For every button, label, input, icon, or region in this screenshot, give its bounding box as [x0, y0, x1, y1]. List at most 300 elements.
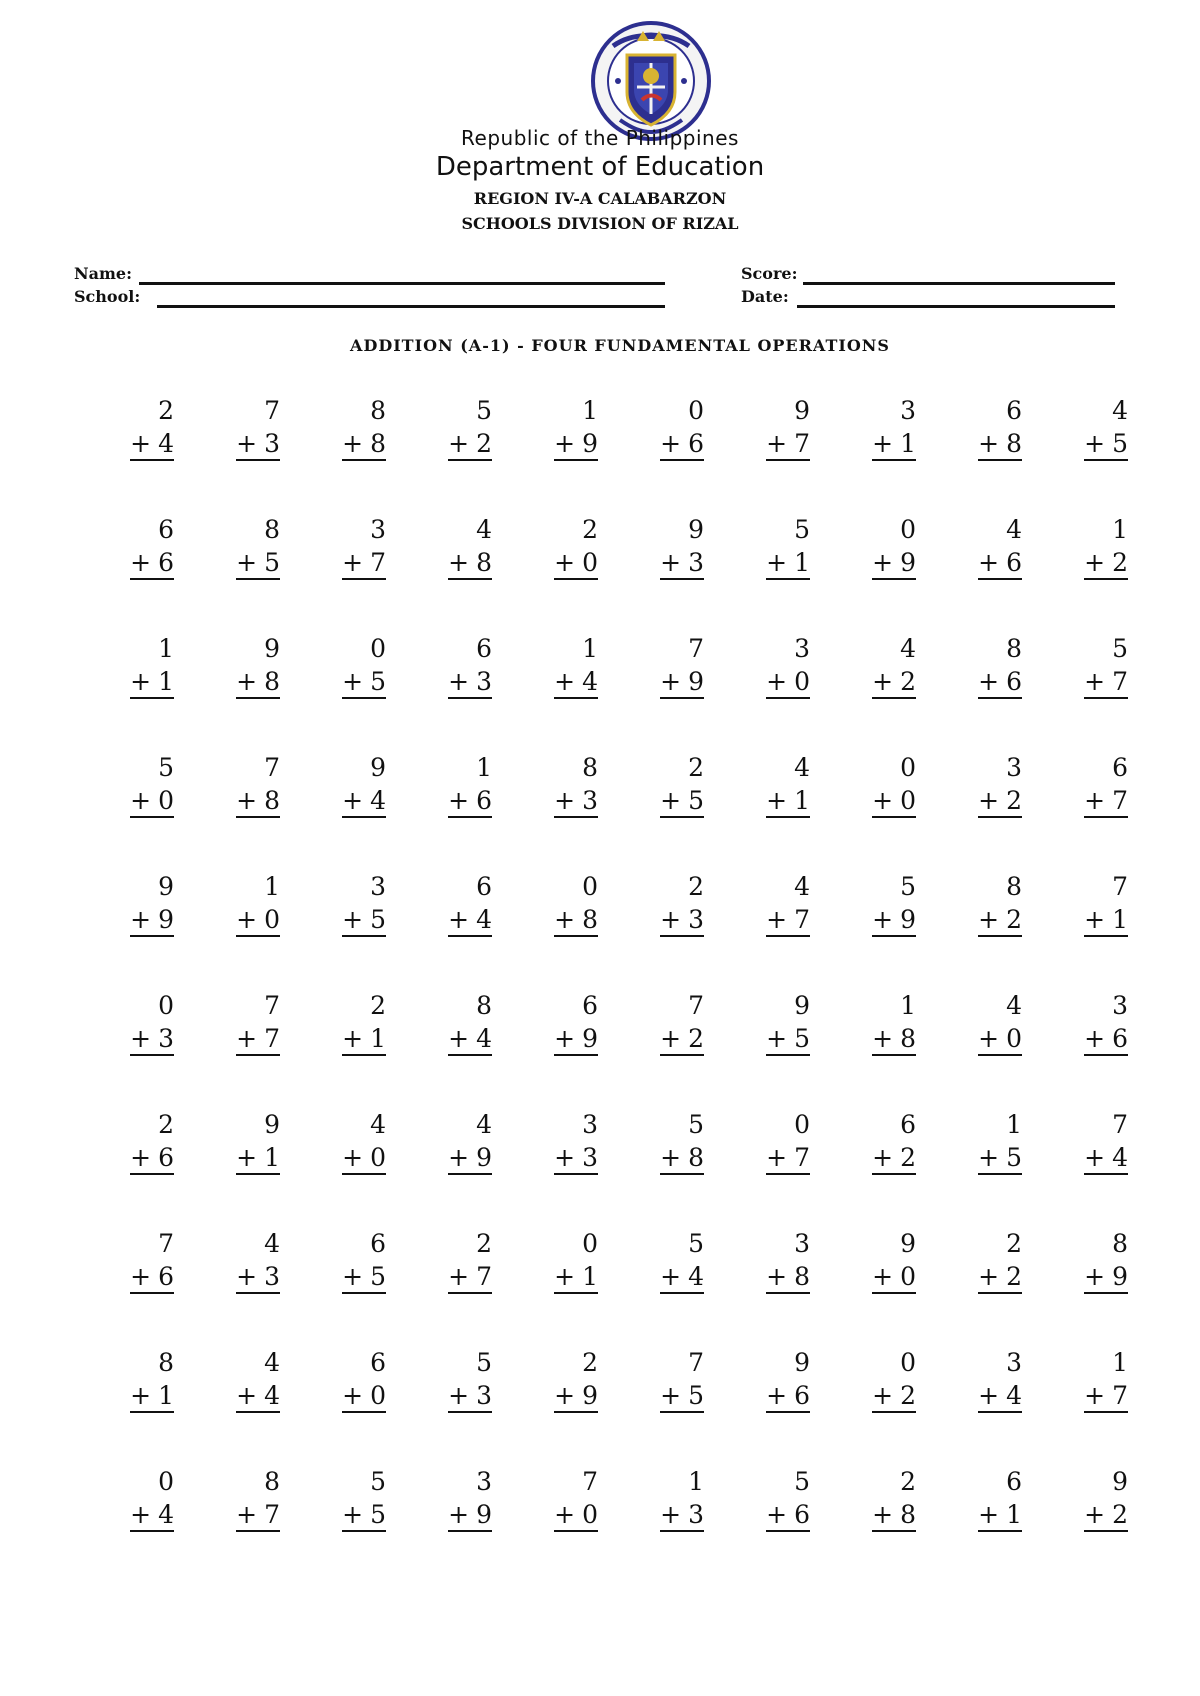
addend-top: 4	[370, 1110, 386, 1139]
addend-bottom-row	[554, 1500, 598, 1532]
addend-bottom: 1	[158, 1381, 174, 1410]
plus-operator: +	[554, 548, 576, 577]
plus-operator: +	[978, 786, 1000, 815]
plus-operator: +	[978, 667, 1000, 696]
addend-top: 5	[900, 872, 916, 901]
plus-operator: +	[978, 1262, 1000, 1291]
addition-problem	[174, 753, 280, 872]
addend-top: 3	[370, 515, 386, 544]
addend-bottom-row	[978, 1024, 1022, 1056]
plus-operator: +	[1084, 548, 1106, 577]
addition-problem	[492, 515, 598, 634]
addition-problem	[280, 634, 386, 753]
addend-bottom: 9	[476, 1500, 492, 1529]
addend-top: 4	[900, 634, 916, 663]
addition-problem	[492, 1229, 598, 1348]
plus-operator: +	[660, 1381, 682, 1410]
addition-problem	[280, 1348, 386, 1467]
plus-operator: +	[554, 1381, 576, 1410]
addend-bottom-row	[978, 786, 1022, 818]
addend-bottom: 0	[264, 905, 280, 934]
addend-top: 9	[794, 1348, 810, 1377]
addend-top: 0	[158, 1467, 174, 1496]
addend-bottom-row	[448, 429, 492, 461]
addend-bottom-row	[236, 905, 280, 937]
addend-bottom: 6	[794, 1381, 810, 1410]
addend-top: 4	[1006, 515, 1022, 544]
addition-problem	[704, 991, 810, 1110]
addend-bottom-row	[660, 786, 704, 818]
addend-top: 9	[688, 515, 704, 544]
addition-problem	[704, 515, 810, 634]
addend-top: 1	[158, 634, 174, 663]
addend-bottom: 6	[1112, 1024, 1128, 1053]
addend-bottom: 0	[1006, 1024, 1022, 1053]
addition-problem	[598, 753, 704, 872]
school-field[interactable]	[157, 305, 665, 308]
addition-problem	[598, 1467, 704, 1586]
plus-operator: +	[342, 1500, 364, 1529]
addend-bottom-row	[448, 1381, 492, 1413]
addition-problem	[598, 1348, 704, 1467]
addend-top: 7	[158, 1229, 174, 1258]
addend-bottom-row	[1084, 786, 1128, 818]
addition-problem	[1022, 1467, 1128, 1586]
plus-operator: +	[766, 786, 788, 815]
date-field[interactable]	[797, 305, 1115, 308]
addition-problem	[1022, 1348, 1128, 1467]
addition-problem	[68, 515, 174, 634]
plus-operator: +	[554, 1024, 576, 1053]
addend-bottom: 6	[688, 429, 704, 458]
addition-problem	[68, 872, 174, 991]
addition-problem	[280, 515, 386, 634]
addend-bottom: 9	[900, 548, 916, 577]
addend-bottom-row	[978, 1143, 1022, 1175]
addend-bottom-row	[130, 1381, 174, 1413]
addition-problem	[598, 1229, 704, 1348]
addend-bottom-row	[130, 1262, 174, 1294]
plus-operator: +	[130, 786, 152, 815]
addend-top: 4	[794, 753, 810, 782]
addend-bottom-row	[660, 429, 704, 461]
addend-bottom: 0	[794, 667, 810, 696]
addition-problem	[386, 1110, 492, 1229]
addend-top: 7	[688, 1348, 704, 1377]
addend-bottom: 2	[1112, 1500, 1128, 1529]
addition-problem	[916, 1348, 1022, 1467]
plus-operator: +	[236, 1024, 258, 1053]
plus-operator: +	[342, 1024, 364, 1053]
addend-bottom-row	[554, 1262, 598, 1294]
addend-top: 4	[1112, 396, 1128, 425]
addend-bottom: 3	[476, 667, 492, 696]
addend-bottom: 2	[1006, 1262, 1022, 1291]
addend-top: 0	[688, 396, 704, 425]
addend-bottom-row	[342, 1500, 386, 1532]
addend-bottom: 0	[900, 786, 916, 815]
addend-bottom-row	[978, 1381, 1022, 1413]
plus-operator: +	[342, 548, 364, 577]
plus-operator: +	[766, 1262, 788, 1291]
plus-operator: +	[660, 429, 682, 458]
plus-operator: +	[130, 667, 152, 696]
addition-problem	[916, 753, 1022, 872]
addend-top: 8	[264, 1467, 280, 1496]
plus-operator: +	[978, 905, 1000, 934]
addend-top: 9	[264, 1110, 280, 1139]
addition-problem	[280, 1467, 386, 1586]
addend-top: 2	[158, 396, 174, 425]
addition-problem	[492, 991, 598, 1110]
addend-bottom: 7	[794, 429, 810, 458]
addend-bottom: 0	[900, 1262, 916, 1291]
addend-bottom-row	[1084, 1024, 1128, 1056]
addend-top: 1	[582, 634, 598, 663]
plus-operator: +	[130, 1262, 152, 1291]
addition-problem	[174, 515, 280, 634]
addend-bottom-row	[872, 667, 916, 699]
addition-problem	[598, 515, 704, 634]
addend-bottom-row	[766, 1381, 810, 1413]
addend-bottom: 1	[158, 667, 174, 696]
addend-bottom-row	[660, 905, 704, 937]
addition-problem	[386, 1348, 492, 1467]
addend-bottom: 1	[370, 1024, 386, 1053]
addition-problem	[386, 396, 492, 515]
addend-bottom-row	[130, 1024, 174, 1056]
addition-problem	[68, 634, 174, 753]
plus-operator: +	[766, 1500, 788, 1529]
plus-operator: +	[342, 786, 364, 815]
plus-operator: +	[236, 1500, 258, 1529]
addend-bottom: 9	[582, 429, 598, 458]
addend-bottom: 7	[370, 548, 386, 577]
score-label: Score:	[741, 264, 798, 283]
addend-bottom: 3	[264, 1262, 280, 1291]
addend-bottom-row	[554, 1381, 598, 1413]
plus-operator: +	[448, 1143, 470, 1172]
addend-bottom-row	[872, 1262, 916, 1294]
plus-operator: +	[342, 1143, 364, 1172]
addition-problem	[386, 872, 492, 991]
addend-bottom-row	[872, 1381, 916, 1413]
addend-top: 1	[900, 991, 916, 1020]
addend-bottom-row	[766, 786, 810, 818]
addend-bottom-row	[872, 905, 916, 937]
addend-top: 7	[264, 396, 280, 425]
plus-operator: +	[448, 1381, 470, 1410]
addend-bottom-row	[342, 786, 386, 818]
plus-operator: +	[660, 667, 682, 696]
plus-operator: +	[342, 1381, 364, 1410]
addend-bottom: 2	[900, 667, 916, 696]
addend-bottom: 8	[688, 1143, 704, 1172]
addition-problem	[916, 991, 1022, 1110]
addend-top: 7	[264, 991, 280, 1020]
addend-top: 0	[370, 634, 386, 663]
addend-bottom-row	[130, 786, 174, 818]
score-field[interactable]	[803, 282, 1115, 285]
addend-top: 3	[582, 1110, 598, 1139]
addend-bottom: 2	[688, 1024, 704, 1053]
addend-top: 7	[1112, 1110, 1128, 1139]
plus-operator: +	[766, 1024, 788, 1053]
plus-operator: +	[1084, 667, 1106, 696]
school-label: School:	[74, 287, 141, 306]
addend-bottom: 6	[158, 1262, 174, 1291]
addition-problem	[704, 1467, 810, 1586]
addend-bottom-row	[130, 1500, 174, 1532]
addend-bottom: 1	[582, 1262, 598, 1291]
addend-top: 2	[476, 1229, 492, 1258]
addend-bottom-row	[660, 1500, 704, 1532]
addition-problem	[280, 753, 386, 872]
plus-operator: +	[872, 1143, 894, 1172]
addend-bottom-row	[554, 786, 598, 818]
addition-problem	[1022, 872, 1128, 991]
addend-bottom: 8	[794, 1262, 810, 1291]
addend-bottom: 1	[264, 1143, 280, 1172]
addend-bottom-row	[766, 429, 810, 461]
addend-bottom-row	[660, 1262, 704, 1294]
addend-bottom: 9	[1112, 1262, 1128, 1291]
addend-top: 9	[794, 991, 810, 1020]
addend-bottom-row	[554, 1024, 598, 1056]
plus-operator: +	[448, 905, 470, 934]
plus-operator: +	[1084, 1381, 1106, 1410]
addend-bottom: 9	[688, 667, 704, 696]
addend-bottom-row	[978, 1262, 1022, 1294]
addend-bottom: 0	[582, 1500, 598, 1529]
addition-problem	[916, 1110, 1022, 1229]
plus-operator: +	[978, 1024, 1000, 1053]
addend-bottom: 8	[582, 905, 598, 934]
plus-operator: +	[448, 786, 470, 815]
addend-bottom-row	[342, 429, 386, 461]
addition-problem	[704, 1229, 810, 1348]
addition-problem	[704, 753, 810, 872]
addition-problem	[704, 634, 810, 753]
region-heading: REGION IV-A CALABARZON	[473, 189, 727, 208]
addition-problem	[704, 1110, 810, 1229]
plus-operator: +	[342, 1262, 364, 1291]
addend-top: 4	[794, 872, 810, 901]
addend-top: 7	[688, 991, 704, 1020]
addend-top: 4	[476, 515, 492, 544]
addend-top: 6	[1112, 753, 1128, 782]
addend-bottom-row	[342, 1143, 386, 1175]
plus-operator: +	[978, 429, 1000, 458]
addend-bottom: 0	[370, 1381, 386, 1410]
addend-top: 6	[158, 515, 174, 544]
plus-operator: +	[342, 905, 364, 934]
addend-bottom: 7	[264, 1500, 280, 1529]
addend-bottom-row	[342, 548, 386, 580]
addition-problem	[174, 991, 280, 1110]
plus-operator: +	[660, 548, 682, 577]
addend-bottom: 3	[582, 1143, 598, 1172]
addend-top: 1	[1112, 515, 1128, 544]
addend-bottom: 3	[688, 1500, 704, 1529]
plus-operator: +	[554, 429, 576, 458]
addend-bottom: 8	[264, 667, 280, 696]
addend-bottom-row	[872, 429, 916, 461]
name-field[interactable]	[139, 282, 665, 285]
plus-operator: +	[872, 667, 894, 696]
addend-bottom: 2	[1006, 786, 1022, 815]
addend-bottom-row	[130, 667, 174, 699]
addend-bottom: 8	[900, 1024, 916, 1053]
addend-bottom-row	[448, 1500, 492, 1532]
addend-top: 9	[370, 753, 386, 782]
addend-bottom: 6	[476, 786, 492, 815]
addition-problem	[492, 1467, 598, 1586]
addend-bottom: 2	[900, 1143, 916, 1172]
addend-bottom: 2	[1006, 905, 1022, 934]
addend-bottom-row	[342, 905, 386, 937]
plus-operator: +	[660, 1500, 682, 1529]
plus-operator: +	[448, 667, 470, 696]
plus-operator: +	[872, 429, 894, 458]
republic-heading: Republic of the Philippines	[461, 126, 739, 150]
addend-bottom: 0	[582, 548, 598, 577]
addend-bottom-row	[236, 1262, 280, 1294]
addend-bottom: 6	[1006, 548, 1022, 577]
plus-operator: +	[766, 548, 788, 577]
addend-top: 2	[1006, 1229, 1022, 1258]
plus-operator: +	[236, 1381, 258, 1410]
addition-problem	[916, 634, 1022, 753]
addend-bottom: 5	[1112, 429, 1128, 458]
plus-operator: +	[236, 1143, 258, 1172]
addend-bottom-row	[130, 429, 174, 461]
addition-problem	[68, 991, 174, 1110]
addend-bottom: 3	[264, 429, 280, 458]
addition-problem	[492, 753, 598, 872]
addition-problem	[1022, 1110, 1128, 1229]
addend-bottom-row	[766, 1143, 810, 1175]
addition-problem	[1022, 1229, 1128, 1348]
addend-top: 5	[794, 515, 810, 544]
plus-operator: +	[130, 1500, 152, 1529]
addend-bottom: 5	[370, 667, 386, 696]
addend-bottom: 6	[158, 548, 174, 577]
addend-bottom: 7	[794, 1143, 810, 1172]
addend-bottom: 3	[476, 1381, 492, 1410]
addend-bottom-row	[978, 548, 1022, 580]
addend-top: 6	[582, 991, 598, 1020]
addend-bottom-row	[660, 548, 704, 580]
addend-bottom: 5	[370, 1500, 386, 1529]
plus-operator: +	[872, 905, 894, 934]
date-label: Date:	[741, 287, 789, 306]
addend-bottom-row	[660, 1143, 704, 1175]
addend-top: 8	[582, 753, 598, 782]
addend-bottom-row	[766, 905, 810, 937]
addition-problem	[810, 872, 916, 991]
plus-operator: +	[130, 1143, 152, 1172]
addend-bottom: 0	[370, 1143, 386, 1172]
addend-bottom: 5	[794, 1024, 810, 1053]
addend-bottom-row	[236, 786, 280, 818]
addend-top: 9	[1112, 1467, 1128, 1496]
addend-bottom: 5	[688, 786, 704, 815]
addition-problem	[810, 753, 916, 872]
addend-top: 0	[582, 872, 598, 901]
addition-problem	[386, 991, 492, 1110]
addend-bottom-row	[130, 1143, 174, 1175]
addition-problem	[810, 1467, 916, 1586]
addend-bottom-row	[660, 1024, 704, 1056]
addend-bottom: 7	[794, 905, 810, 934]
plus-operator: +	[448, 1500, 470, 1529]
addition-problem	[386, 634, 492, 753]
plus-operator: +	[766, 905, 788, 934]
addition-problem	[280, 1110, 386, 1229]
addition-problem	[1022, 515, 1128, 634]
addend-bottom-row	[448, 548, 492, 580]
addend-top: 1	[1112, 1348, 1128, 1377]
addition-problem	[810, 515, 916, 634]
addition-problem	[492, 872, 598, 991]
addition-problem	[174, 634, 280, 753]
addend-top: 2	[688, 753, 704, 782]
addend-top: 6	[370, 1229, 386, 1258]
plus-operator: +	[872, 1024, 894, 1053]
addend-top: 3	[794, 1229, 810, 1258]
addend-bottom: 4	[582, 667, 598, 696]
addend-top: 5	[158, 753, 174, 782]
addend-top: 1	[1006, 1110, 1022, 1139]
addend-top: 3	[794, 634, 810, 663]
addition-problem	[68, 396, 174, 515]
addend-bottom: 7	[476, 1262, 492, 1291]
plus-operator: +	[660, 1262, 682, 1291]
addend-bottom: 7	[264, 1024, 280, 1053]
addend-top: 6	[1006, 1467, 1022, 1496]
addition-problem	[492, 634, 598, 753]
addend-top: 0	[158, 991, 174, 1020]
addend-top: 3	[1006, 753, 1022, 782]
addend-bottom: 5	[264, 548, 280, 577]
addend-bottom-row	[1084, 1500, 1128, 1532]
addend-top: 9	[794, 396, 810, 425]
addend-top: 9	[264, 634, 280, 663]
name-label: Name:	[74, 264, 133, 283]
plus-operator: +	[554, 1500, 576, 1529]
addend-bottom-row	[660, 667, 704, 699]
addition-problem	[810, 991, 916, 1110]
plus-operator: +	[1084, 1024, 1106, 1053]
addend-bottom: 0	[158, 786, 174, 815]
addend-bottom: 6	[794, 1500, 810, 1529]
addend-bottom: 8	[900, 1500, 916, 1529]
addition-problem	[68, 753, 174, 872]
addend-bottom: 4	[158, 429, 174, 458]
addition-problem	[704, 396, 810, 515]
plus-operator: +	[978, 548, 1000, 577]
addend-bottom: 8	[1006, 429, 1022, 458]
plus-operator: +	[236, 548, 258, 577]
plus-operator: +	[554, 667, 576, 696]
addition-problem	[1022, 634, 1128, 753]
addend-bottom: 2	[900, 1381, 916, 1410]
addend-top: 4	[1006, 991, 1022, 1020]
addend-bottom-row	[1084, 429, 1128, 461]
addend-top: 1	[264, 872, 280, 901]
addition-problem	[386, 1229, 492, 1348]
